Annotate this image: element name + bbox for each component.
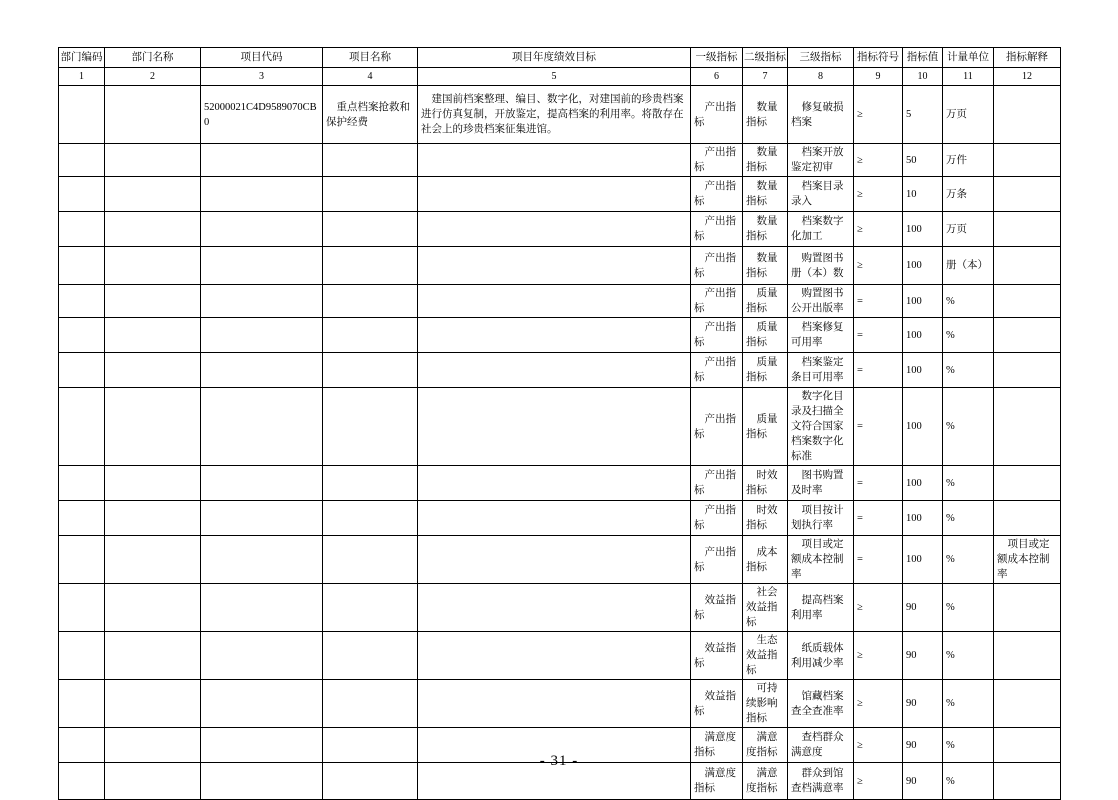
table-cell: 数字化目录及扫描全文符合国家档案数字化标准 [788,388,854,466]
column-header: 指标符号 [854,48,903,68]
table-cell: ≥ [854,728,903,763]
table-cell: ≥ [854,177,903,212]
table-cell: 5 [903,86,943,144]
table-cell [323,177,418,212]
table-cell: 质量指标 [743,388,788,466]
table-cell [323,466,418,501]
table-cell: 90 [903,728,943,763]
table-cell [201,584,323,632]
table-cell: ≥ [854,144,903,177]
table-cell: ≥ [854,763,903,800]
table-cell: 数量指标 [743,177,788,212]
table-cell: 产出指标 [691,536,743,584]
column-header: 指标值 [903,48,943,68]
column-number: 7 [743,68,788,86]
table-cell [323,632,418,680]
table-cell [418,501,691,536]
table-cell [105,388,201,466]
table-cell [323,318,418,353]
table-cell [994,212,1061,247]
table-cell: 产出指标 [691,466,743,501]
column-number: 3 [201,68,323,86]
table-cell [105,212,201,247]
table-cell: 万条 [943,177,994,212]
table-cell [201,680,323,728]
table-cell [418,177,691,212]
table-cell: 质量指标 [743,285,788,318]
table-cell [59,86,105,144]
table-cell: 群众到馆查档满意率 [788,763,854,800]
table-cell: 满意度指标 [743,763,788,800]
table-row [59,466,1061,501]
performance-indicators-table [58,47,1061,800]
table-cell [105,584,201,632]
column-header: 项目名称 [323,48,418,68]
table-cell: 90 [903,632,943,680]
table-cell: = [854,388,903,466]
table-cell [59,144,105,177]
table-cell [323,388,418,466]
table-cell [323,212,418,247]
table-cell: % [943,728,994,763]
table-cell: % [943,466,994,501]
table-cell [105,632,201,680]
column-number: 4 [323,68,418,86]
table-cell [418,388,691,466]
table-cell: 效益指标 [691,584,743,632]
column-header: 计量单位 [943,48,994,68]
table-cell [418,353,691,388]
column-header: 指标解释 [994,48,1061,68]
table-cell [323,144,418,177]
table-cell: 档案目录录入 [788,177,854,212]
table-cell [59,680,105,728]
table-cell [323,536,418,584]
table-cell: 产出指标 [691,212,743,247]
column-header: 部门编码 [59,48,105,68]
column-number: 12 [994,68,1061,86]
table-cell: 数量指标 [743,144,788,177]
table-cell: 项目或定额成本控制率 [788,536,854,584]
table-row [59,501,1061,536]
table-cell: 万页 [943,86,994,144]
table-cell [105,247,201,285]
table-cell [994,144,1061,177]
table-cell [323,680,418,728]
table-cell [105,144,201,177]
table-cell [59,536,105,584]
column-header: 三级指标 [788,48,854,68]
table-row [59,353,1061,388]
table-cell [418,212,691,247]
table-cell [59,318,105,353]
table-cell [418,536,691,584]
table-cell: 满意度指标 [691,763,743,800]
table-cell [418,680,691,728]
table-cell [105,466,201,501]
table-cell: 100 [903,536,943,584]
table-cell [201,247,323,285]
page-number: - 31 - [539,753,579,769]
table-cell: 纸质载体利用减少率 [788,632,854,680]
table-cell: % [943,318,994,353]
table-cell: = [854,501,903,536]
table-cell: 图书购置及时率 [788,466,854,501]
column-number: 6 [691,68,743,86]
table-row [59,388,1061,466]
table-cell: ≥ [854,632,903,680]
table-cell [323,285,418,318]
table-cell [59,584,105,632]
table-cell [994,388,1061,466]
table-cell: 产出指标 [691,318,743,353]
table-row [59,212,1061,247]
table-cell: = [854,353,903,388]
table-cell: 项目按计划执行率 [788,501,854,536]
table-cell: 100 [903,247,943,285]
table-cell [105,86,201,144]
table-cell: 质量指标 [743,318,788,353]
table-cell: 档案修复可用率 [788,318,854,353]
table-cell [994,501,1061,536]
table-cell: 100 [903,353,943,388]
column-number: 8 [788,68,854,86]
table-cell [105,177,201,212]
table-cell [59,388,105,466]
table-cell: = [854,285,903,318]
table-cell [994,285,1061,318]
table-cell [59,285,105,318]
column-number: 2 [105,68,201,86]
table-cell [59,177,105,212]
table-cell [994,353,1061,388]
table-cell: 建国前档案整理、编目、数字化，对建国前的珍贵档案进行仿真复制，开放鉴定，提高档案的利用率。将散存在社会上的珍贵档案征集进馆。 [418,86,691,144]
table-cell: % [943,353,994,388]
table-cell: ≥ [854,680,903,728]
table-cell: 效益指标 [691,632,743,680]
table-cell [59,247,105,285]
table-cell [418,466,691,501]
table-cell: 90 [903,680,943,728]
table-cell: 产出指标 [691,501,743,536]
table-cell: 效益指标 [691,680,743,728]
table-cell: 生态效益指标 [743,632,788,680]
table-cell [201,501,323,536]
table-cell: 项目或定额成本控制率 [994,536,1061,584]
table-row [59,536,1061,584]
table-cell: ≥ [854,584,903,632]
table-cell [994,680,1061,728]
table-cell: 质量指标 [743,353,788,388]
table-cell [105,536,201,584]
table-cell: 产出指标 [691,353,743,388]
table-cell: 100 [903,285,943,318]
table-cell [201,388,323,466]
table-cell: % [943,584,994,632]
table-cell [201,632,323,680]
table-cell [994,632,1061,680]
table-row [59,680,1061,728]
table-cell [418,318,691,353]
table-cell [994,247,1061,285]
table-cell [105,285,201,318]
table-cell: % [943,632,994,680]
table-cell: 成本指标 [743,536,788,584]
column-number: 5 [418,68,691,86]
table-cell: 万页 [943,212,994,247]
column-number: 9 [854,68,903,86]
table-cell: 查档群众满意度 [788,728,854,763]
table-cell: 产出指标 [691,144,743,177]
table-cell: 100 [903,501,943,536]
table-cell: 时效指标 [743,466,788,501]
table-cell: 可持续影响指标 [743,680,788,728]
table-row [59,584,1061,632]
table-cell [418,285,691,318]
table-cell: 档案开放鉴定初审 [788,144,854,177]
table-cell: 提高档案利用率 [788,584,854,632]
table-cell: 90 [903,763,943,800]
table-cell: 90 [903,584,943,632]
table-row [59,144,1061,177]
table-cell: = [854,318,903,353]
table-row [59,177,1061,212]
table-cell [105,501,201,536]
table-cell: 万件 [943,144,994,177]
table-cell [201,353,323,388]
table-cell: % [943,536,994,584]
table-cell [323,584,418,632]
table-cell [59,353,105,388]
table-cell: 社会效益指标 [743,584,788,632]
table-row [59,86,1061,144]
table-cell: 档案鉴定条目可用率 [788,353,854,388]
table-cell [201,536,323,584]
table-cell: 100 [903,212,943,247]
table-cell: ≥ [854,86,903,144]
table-cell: % [943,680,994,728]
table-cell [323,501,418,536]
table-row [59,285,1061,318]
table-cell [994,86,1061,144]
table-cell: 购置图书公开出版率 [788,285,854,318]
table-cell [201,144,323,177]
table-cell [59,212,105,247]
table-cell: % [943,763,994,800]
table-cell: 产出指标 [691,177,743,212]
table-cell: 10 [903,177,943,212]
table-cell: % [943,501,994,536]
table-cell: 满意度指标 [743,728,788,763]
table-cell: 数量指标 [743,86,788,144]
column-header: 项目代码 [201,48,323,68]
table-cell [105,353,201,388]
column-header: 部门名称 [105,48,201,68]
column-header: 项目年度绩效目标 [418,48,691,68]
table-cell: 产出指标 [691,247,743,285]
column-header: 二级指标 [743,48,788,68]
table-cell [323,353,418,388]
table-cell [201,285,323,318]
table-cell [418,144,691,177]
table-cell [418,632,691,680]
table-cell [201,212,323,247]
table-cell: 修复破损档案 [788,86,854,144]
table-cell [105,680,201,728]
table-cell: 满意度指标 [691,728,743,763]
table-cell: 100 [903,466,943,501]
table-cell [201,177,323,212]
column-number: 10 [903,68,943,86]
table-cell: 产出指标 [691,86,743,144]
table-cell: 100 [903,318,943,353]
table-cell: % [943,388,994,466]
table-cell [59,632,105,680]
document-sheet [58,47,1061,800]
table-cell: = [854,536,903,584]
column-number: 1 [59,68,105,86]
table-cell [418,247,691,285]
table-cell: 产出指标 [691,388,743,466]
table-cell [994,584,1061,632]
table-cell [994,318,1061,353]
table-cell: 册（本） [943,247,994,285]
table-cell: 时效指标 [743,501,788,536]
table-cell [201,318,323,353]
table-cell: 产出指标 [691,285,743,318]
table-row [59,247,1061,285]
table-cell: 馆藏档案查全查准率 [788,680,854,728]
column-number: 11 [943,68,994,86]
table-cell: 购置图书册（本）数 [788,247,854,285]
table-cell [59,466,105,501]
table-cell: 52000021C4D9589070CB0 [201,86,323,144]
table-cell: 数量指标 [743,247,788,285]
table-cell [201,466,323,501]
table-cell [994,177,1061,212]
table-cell: 重点档案抢救和保护经费 [323,86,418,144]
table-cell: 100 [903,388,943,466]
column-header: 一级指标 [691,48,743,68]
table-cell: = [854,466,903,501]
table-cell [323,247,418,285]
table-row [59,318,1061,353]
table-cell: ≥ [854,212,903,247]
table-cell: 50 [903,144,943,177]
table-row [59,632,1061,680]
table-cell [59,501,105,536]
table-cell: 数量指标 [743,212,788,247]
table-cell [994,466,1061,501]
table-cell: ≥ [854,247,903,285]
table-cell [105,318,201,353]
table-cell: 档案数字化加工 [788,212,854,247]
table-cell: % [943,285,994,318]
table-cell [418,584,691,632]
